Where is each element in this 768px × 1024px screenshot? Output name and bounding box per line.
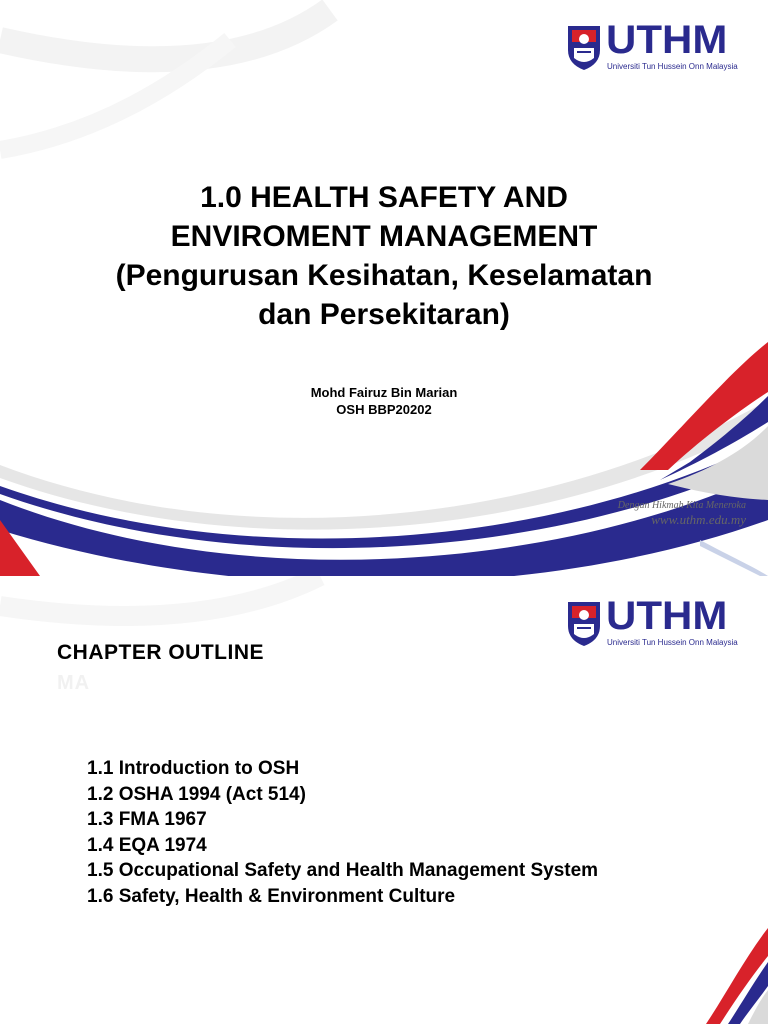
outline-item: 1.6 Safety, Health & Environment Culture [87,885,456,907]
tagline-text: Dengan Hikmah Kita Meneroka [617,500,746,511]
outline-item: 1.3 FMA 1967 [87,809,207,831]
title-line-4: dan Persekitaran) [258,298,510,331]
outline-item: 1.5 Occupational Safety and Health Management System [87,860,599,882]
slide-title [40,178,728,334]
website-link[interactable]: www.uthm.edu.my [651,512,746,527]
uthm-shield-icon [566,24,602,72]
uthm-fullname: Universiti Tun Hussein Onn Malaysia [607,62,738,71]
uthm-logo [566,18,756,72]
ghost-text: MA [57,672,91,694]
course-code: OSH BBP20202 [336,402,432,417]
title-line-1: 1.0 HEALTH SAFETY AND [200,181,568,214]
uthm-wordmark: UTHM [606,18,728,62]
outline-item: 1.2 OSHA 1994 (Act 514) [87,783,306,805]
uthm-logo [566,594,756,648]
uthm-tagline [560,500,746,527]
outline-item: 1.4 EQA 1974 [87,834,207,856]
uthm-fullname: Universiti Tun Hussein Onn Malaysia [607,638,738,647]
outline-list [87,756,598,910]
title-line-3: (Pengurusan Kesihatan, Keselamatan [115,259,653,292]
uthm-wordmark: UTHM [606,594,728,638]
outline-slide [0,576,768,1024]
title-line-2: ENVIROMENT MANAGEMENT [170,220,598,253]
chapter-outline-heading: CHAPTER OUTLINE [57,641,264,664]
author-block [184,384,584,418]
uthm-shield-icon [566,600,602,648]
author-name: Mohd Fairuz Bin Marian [310,385,458,400]
outline-item: 1.1 Introduction to OSH [87,758,300,779]
